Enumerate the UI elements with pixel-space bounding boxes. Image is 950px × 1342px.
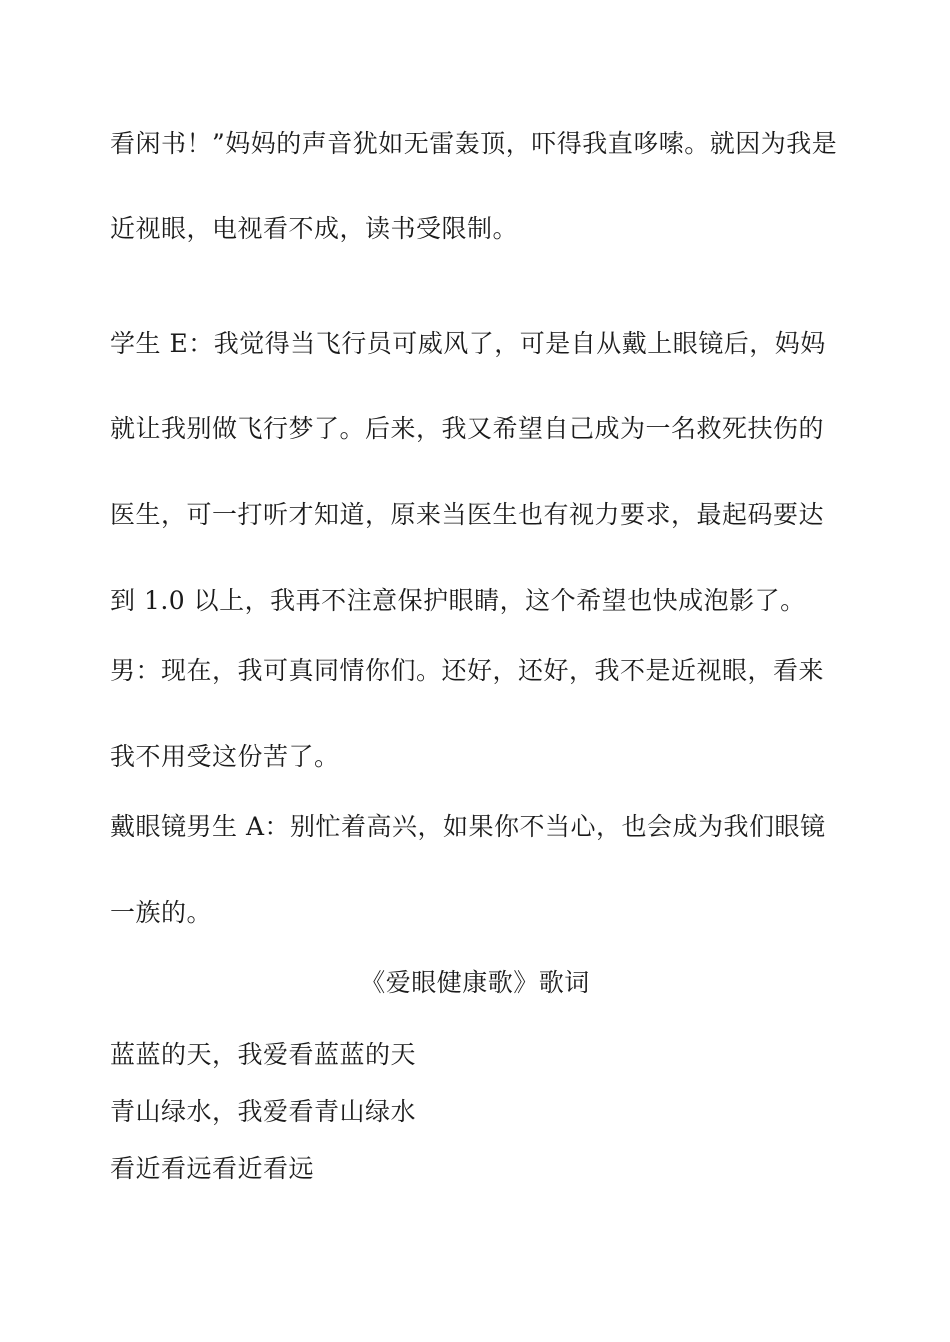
song-lyric-line: 看近看远看近看远 <box>110 1154 315 1183</box>
text-line: 到 1.0 以上，我再不注意保护眼睛，这个希望也快成泡影了。 <box>110 586 806 615</box>
text-line: 医生，可一打听才知道，原来当医生也有视力要求，最起码要达 <box>110 500 825 529</box>
song-lyric-line: 蓝蓝的天，我爱看蓝蓝的天 <box>110 1040 417 1069</box>
text-line: 就让我别做飞行梦了。后来，我又希望自己成为一名救死扶伤的 <box>110 414 825 443</box>
text-line: 学生 E：我觉得当飞行员可威风了，可是自从戴上眼镜后，妈妈 <box>110 329 826 358</box>
text-line: 戴眼镜男生 A：别忙着高兴，如果你不当心，也会成为我们眼镜 <box>110 812 826 841</box>
text-line: 我不用受这份苦了。 <box>110 742 340 771</box>
text-line: 男：现在，我可真同情你们。还好，还好，我不是近视眼，看来 <box>110 656 825 685</box>
song-title: 《爱眼健康歌》歌词 <box>360 968 590 997</box>
text-line: 一族的。 <box>110 898 213 927</box>
song-lyric-line: 青山绿水，我爱看青山绿水 <box>110 1097 417 1126</box>
text-line: 近视眼，电视看不成，读书受限制。 <box>110 214 519 243</box>
text-line: 看闲书！”妈妈的声音犹如无雷轰顶，吓得我直哆嗦。就因为我是 <box>110 129 838 158</box>
